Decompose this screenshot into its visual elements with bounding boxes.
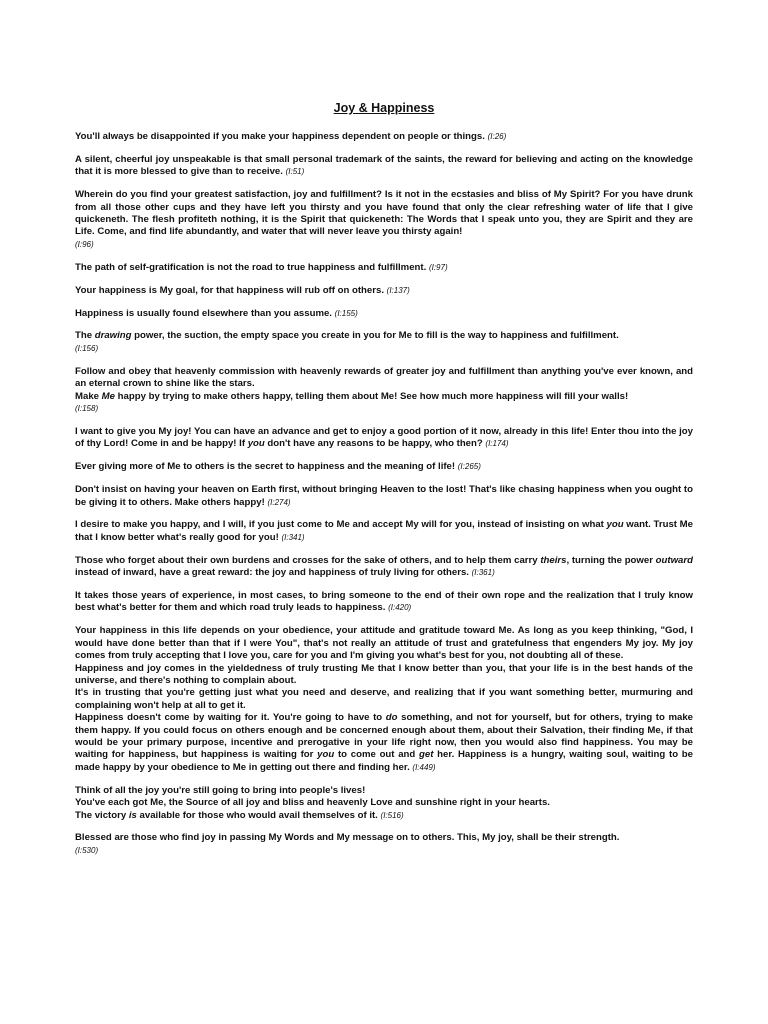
quote-reference: (I:155) bbox=[334, 308, 358, 318]
emphasis-text: you bbox=[317, 749, 335, 761]
quote-entry bbox=[75, 555, 693, 580]
quote-entry bbox=[75, 330, 693, 355]
quote-reference: (I:174) bbox=[485, 439, 509, 449]
quote-text: It's in trusting that you're getting just what you need and deserve, and realizing that if you want something better, murmuring and complaining won't help at all to get it. bbox=[75, 687, 693, 711]
quote-reference: (I:158) bbox=[75, 404, 99, 413]
quote-reference: (I:97) bbox=[428, 262, 448, 272]
quote-text: to come out and bbox=[334, 749, 420, 761]
quote-text: Happiness is usually found elsewhere than you assume. bbox=[75, 307, 332, 319]
quote-text: her. Happiness is a hungry, waiting soul, waiting to be made happy by your obedience to Me in getting out there and finding her. bbox=[75, 749, 694, 773]
emphasis-text: is bbox=[128, 809, 137, 821]
quote-text: happy by trying to make others happy, telling them about Me! See how much more happiness will fill your walls! bbox=[115, 390, 629, 402]
quote-text: Happiness and joy comes in the yieldedness of truly trusting Me that I know better than you, that your life is in the best hands of the universe, and there's nothing to complain about. bbox=[75, 662, 693, 686]
quote-text: You'll always be disappointed if you make your happiness dependent on people or things. bbox=[75, 131, 485, 142]
quote-text: It takes those years of experience, in most cases, to bring someone to the end of their own rope and the realization that I truly know best what's better for them and which road truly leads to happiness. bbox=[75, 590, 693, 614]
quote-reference: (I:156) bbox=[75, 343, 99, 353]
quote-reference: (I:26) bbox=[487, 132, 507, 141]
quote-entry bbox=[75, 785, 693, 822]
quote-entry bbox=[75, 461, 693, 473]
quote-entry bbox=[75, 484, 693, 509]
quote-entry bbox=[75, 308, 693, 320]
quote-reference: (I:449) bbox=[412, 762, 436, 772]
quote-text: A silent, cheerful joy unspeakable is that small personal trademark of the saints, the reward for believing and acting on the knowledge that it is more blessed to give than to receive. bbox=[75, 153, 693, 178]
emphasis-text: get bbox=[419, 749, 434, 761]
quote-text: Follow and obey that heavenly commission with heavenly rewards of greater joy and fulfillment than anything you've ever known, and an eternal crown to shine like the stars. bbox=[75, 365, 693, 390]
quote-reference: (I:361) bbox=[471, 568, 495, 578]
quote-entry bbox=[75, 832, 693, 857]
emphasis-text: you bbox=[606, 519, 624, 531]
quote-text: instead of inward, have a great reward: the joy and happiness of truly living for others. bbox=[75, 567, 469, 579]
emphasis-text: theirs bbox=[540, 554, 567, 566]
quote-reference: (I:51) bbox=[285, 167, 305, 177]
quote-reference: (I:420) bbox=[388, 603, 412, 613]
quote-entry bbox=[75, 154, 693, 179]
quote-text: Blessed are those who find joy in passing My Words and My message on to others. This, My joy, shall be their strength. bbox=[75, 832, 620, 844]
document-page bbox=[75, 100, 693, 868]
quote-entry bbox=[75, 366, 693, 416]
quote-text: , turning the power bbox=[566, 554, 656, 566]
quote-reference: (I:530) bbox=[75, 845, 99, 855]
page-title: Joy & Happiness bbox=[333, 101, 435, 115]
quote-reference: (I:265) bbox=[457, 462, 481, 472]
quote-text: Don't insist on having your heaven on Earth first, without bringing Heaven to the lost! That's like chasing happiness when you ought to be giving it to others. Make others happy! bbox=[75, 484, 693, 508]
quote-text: The path of self-gratification is not the road to true happiness and fulfillment. bbox=[75, 261, 427, 273]
emphasis-text: do bbox=[385, 712, 398, 724]
quote-text: Make bbox=[75, 390, 102, 402]
quote-reference: (I:96) bbox=[75, 239, 94, 249]
quote-text: available for those who would avail themselves of it. bbox=[136, 809, 378, 821]
quote-text: don't have any reasons to be happy, who then? bbox=[264, 438, 483, 450]
quote-entry bbox=[75, 189, 693, 251]
quote-entry bbox=[75, 625, 693, 774]
quote-text: Think of all the joy you're still going to bring into people's lives! bbox=[75, 784, 366, 796]
quote-entry bbox=[75, 426, 693, 451]
quote-text: I want to give you My joy! You can have an advance and get to enjoy a good portion of it now, already in this life! Enter thou into the joy of thy Lord! Come in and be happy! If bbox=[75, 425, 693, 450]
quote-entry bbox=[75, 519, 693, 544]
quote-entry bbox=[75, 590, 693, 615]
emphasis-text: drawing bbox=[94, 330, 132, 342]
quote-text: The victory bbox=[75, 809, 129, 821]
quote-text: Your happiness in this life depends on your obedience, your attitude and gratitude toward Me. As long as you keep thinking, "God, I would have done better than that if I were You", that's not really an attitude of trust and gratefulness that engenders My joy. My joy comes from truly accepting that I love you, care for you and I'm giving you what's best for you, not doubting all of these. bbox=[75, 625, 693, 662]
emphasis-text: you bbox=[247, 438, 265, 450]
quote-entry bbox=[75, 131, 693, 143]
quote-text: You've each got Me, the Source of all joy and bliss and heavenly Love and sunshine right in your hearts. bbox=[75, 797, 550, 809]
quote-reference: (I:516) bbox=[380, 810, 404, 820]
quote-text: Your happiness is My goal, for that happiness will rub off on others. bbox=[75, 284, 384, 296]
quote-reference: (I:137) bbox=[386, 285, 410, 295]
quote-text: Wherein do you find your greatest satisfaction, joy and fulfillment? Is it not in the ecstasies and bliss of My Spirit? For you have drunk from all those other cups and they have left you thirsty and you have found that only the clear refreshing water of life that I give quickeneth. The flesh profiteth nothing, it is the Spirit that quickeneth: The Words that I speak unto you, they are Spirit and they are Life. Come, and find life abundantly, and water that will never leave you thirsty again! bbox=[75, 189, 693, 238]
quote-text: The bbox=[75, 330, 95, 342]
quote-text: power, the suction, the empty space you create in you for Me to fill is the way to happiness and fulfillment. bbox=[131, 330, 619, 342]
emphasis-text: outward bbox=[655, 554, 693, 566]
quote-text: want. Trust Me that I know better what's really good for you! bbox=[75, 519, 693, 543]
quote-text: something, and not for yourself, but for others, trying to make them happy. If you could focus on others enough and be concerned enough about them, about their Salvation, their finding Me, if that would be your primary purpose, incentive and prerogative in your life right now, then you would also find happiness. You may be waiting for happiness, but happiness is waiting for bbox=[75, 712, 694, 761]
quote-reference: (I:274) bbox=[267, 497, 291, 507]
quote-text: I desire to make you happy, and I will, if you just come to Me and accept My will for you, instead of insisting on what bbox=[75, 519, 607, 531]
quote-entry bbox=[75, 285, 693, 297]
quote-text: Ever giving more of Me to others is the secret to happiness and the meaning of life! bbox=[75, 461, 456, 473]
quote-text: Happiness doesn't come by waiting for it. You're going to have to bbox=[75, 712, 386, 724]
quote-text: Those who forget about their own burdens and crosses for the sake of others, and to help them carry bbox=[75, 554, 541, 566]
quote-entry bbox=[75, 262, 693, 274]
emphasis-text: Me bbox=[101, 390, 115, 402]
quote-reference: (I:341) bbox=[281, 532, 305, 542]
